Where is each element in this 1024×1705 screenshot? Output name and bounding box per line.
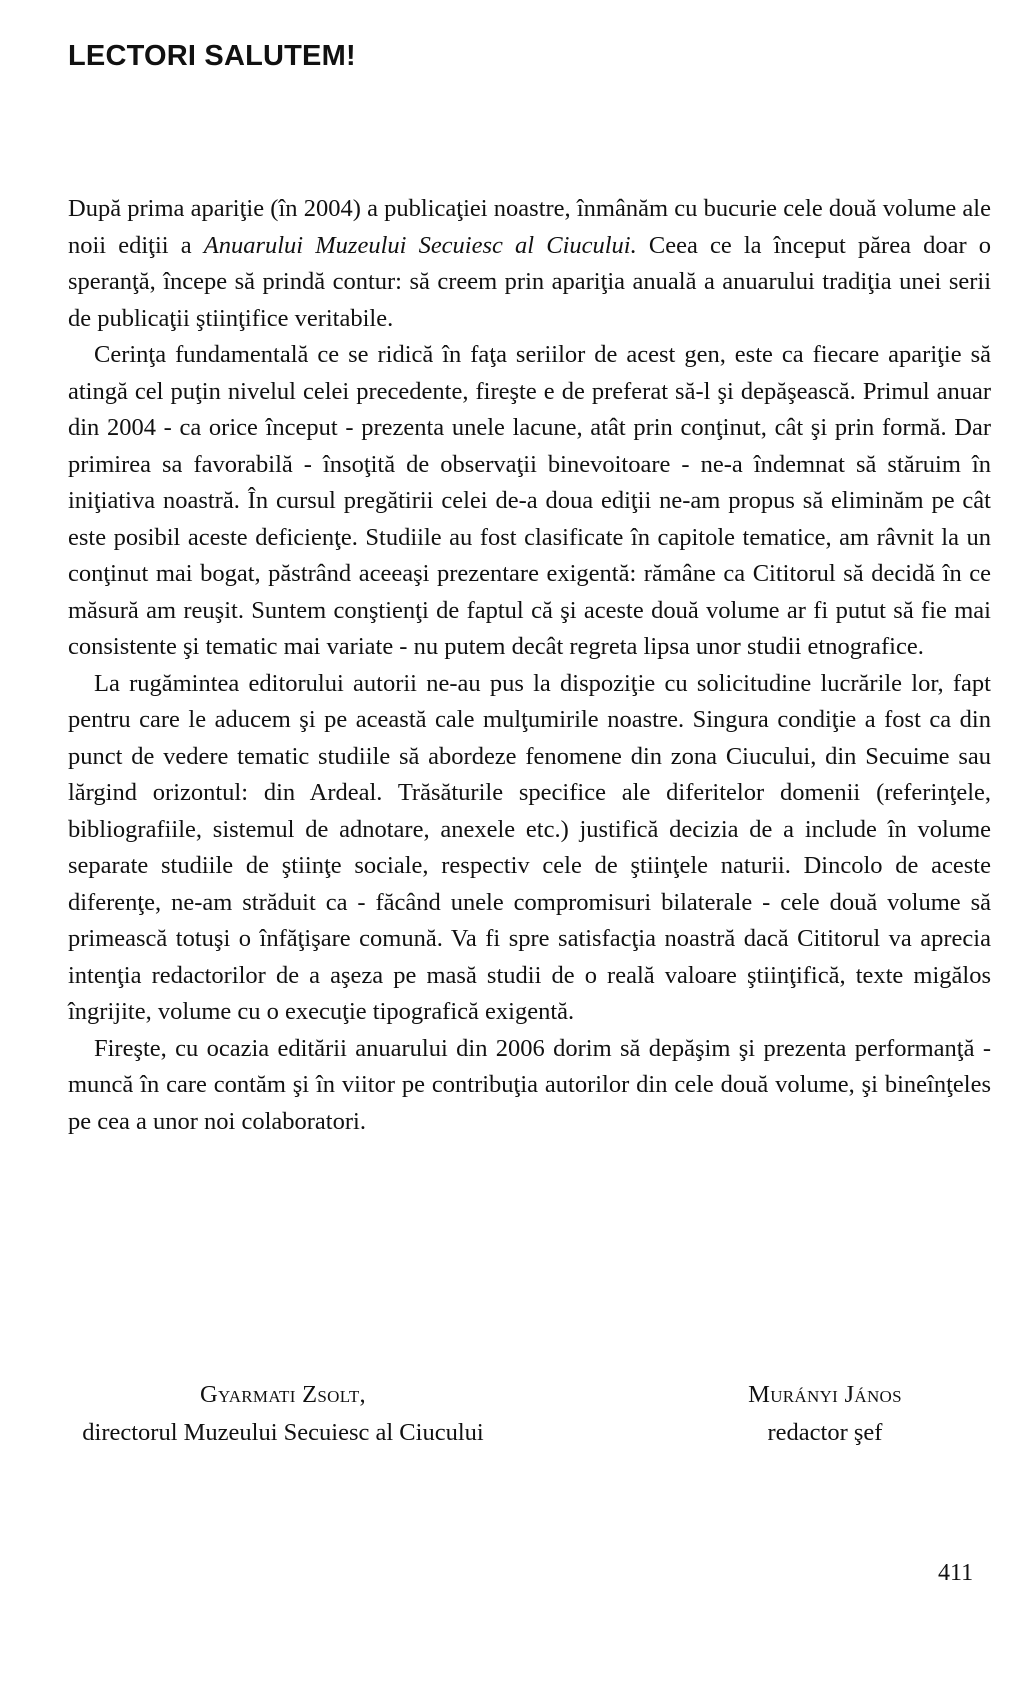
signature-editor-role: redactor şef	[767, 1419, 883, 1446]
paragraph-1-start: După prima apariţie (în 2004) a publicaţiei noastre, înmânăm cu bucurie cele două volume ale noii ediţii a	[68, 195, 991, 259]
paragraph-3: La rugămintea editorului autorii ne-au pus la dispoziţie cu solicitudine lucrările lor, fapt pentru care le aducem şi pe această cale mulţumirile noastre. Singura condiţie a fost ca din punct de vedere tematic studiile să abordeze fenomene din zona Ciucului, din Secuime sau lărgind orizontul: din Ardeal. Trăsăturile specifice ale diferitelor domenii (referinţele, bibliografiile, sistemul de adnotare, anexele etc.) justifică decizia de a include în volume separate studiile de ştiinţe sociale, respectiv cele de ştiinţele naturii. Dincolo de aceste diferenţe, ne-am străduit ca - făcând unele compromisuri bilaterale - cele două volume să primească totuşi o înfăţişare comună. Va fi spre satisfacţia noastră dacă Cititorul va aprecia intenţia redactorilor de a aşeza pe masă studii de o reală valoare ştiinţifică, texte migălos îngrijite, volume cu o execuţie tipografică exigentă.	[68, 669, 991, 1025]
signature-editor-name: Murányi János	[748, 1381, 902, 1408]
paragraph-1-end: Ceea ce la început părea doar o speranţă, începe să prindă contur: să creem prin apariţia anuală a anuarului tradiţia unei serii de publicaţii ştiinţifice veritabile.	[68, 231, 992, 332]
paragraph-1	[68, 191, 991, 337]
page-number: 411	[938, 1560, 974, 1586]
body-text	[68, 191, 991, 1140]
signature-director	[28, 1376, 538, 1452]
signature-director-role: directorul Muzeului Secuiesc al Ciucului	[82, 1419, 484, 1446]
paragraph-2: Cerinţa fundamentală ce se ridică în faţa seriilor de acest gen, este ca fiecare apariţie să atingă cel puţin nivelul celei precedente, fireşte e de preferat să-l şi depăşească. Primul anuar din 2004 - ca orice început - prezenta unele lacune, atât prin conţinut, cât şi prin formă. Dar primirea sa favorabilă - însoţită de observaţii binevoitoare - ne-a îndemnat să stăruim în iniţiativa noastră. În cursul pregătirii celei de-a doua ediţii ne-am propus să eliminăm pe cât este posibil aceste deficienţe. Studiile au fost clasificate în capitole tematice, am râvnit la un conţinut mai bogat, păstrând aceeaşi prezentare exigentă: rămâne ca Cititorul să decidă în ce măsură am reuşit. Suntem conştienţi de faptul că şi aceste două volume ar fi putut să fie mai consistente şi tematic mai variate - nu putem decât regreta lipsa unor studii etnografice.	[68, 341, 991, 660]
paragraph-4: Fireşte, cu ocazia editării anuarului din 2006 dorim să depăşim şi prezenta performanţă - muncă în care contăm şi în viitor pe contribuţia autorilor din cele două volume, şi bineînţeles pe cea a unor noi colaboratori.	[68, 1034, 991, 1135]
page-title: LECTORI SALUTEM!	[68, 40, 356, 72]
publication-title-italic: Anuarului Muzeului Secuiesc al Ciucului.	[203, 231, 637, 259]
signature-director-name: Gyarmati Zsolt,	[200, 1381, 366, 1408]
signature-editor	[690, 1376, 960, 1452]
